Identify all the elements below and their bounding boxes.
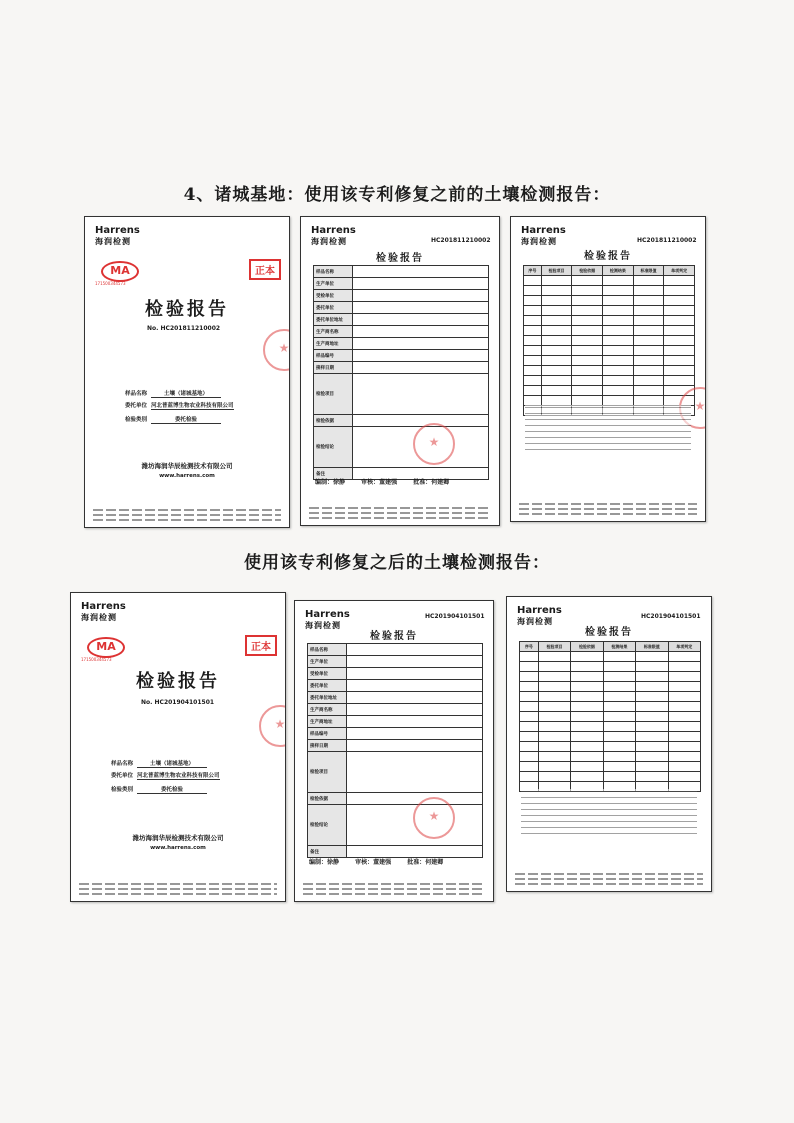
report-number: HC201904101501 bbox=[154, 699, 215, 706]
brand-logo: Harrens 海润检测 bbox=[305, 609, 350, 630]
company-name: 潍坊海润华辰检测技术有限公司 bbox=[132, 834, 224, 842]
brand-logo: Harrens 海润检测 bbox=[517, 605, 562, 626]
info-page-before bbox=[300, 216, 500, 526]
notes-block bbox=[525, 405, 691, 453]
footer bbox=[519, 503, 697, 515]
section-after-heading: 使用该专利修复之后的土壤检测报告： bbox=[244, 553, 550, 573]
report-number: HC201811210002 bbox=[431, 237, 491, 244]
results-table: 序号 检验项目 检验依据 检测结果 标准限值 单项判定 bbox=[523, 265, 695, 416]
footer bbox=[93, 509, 281, 521]
field-client: 委托单位 河北普蓝博生物农业科技有限公司 bbox=[111, 773, 220, 779]
brand-logo: Harrens 海润检测 bbox=[311, 225, 356, 246]
footer bbox=[515, 873, 703, 885]
ma-mark: MA bbox=[87, 637, 125, 658]
report-title: 检验报告 bbox=[370, 631, 418, 642]
cover-title: 检验报告 bbox=[136, 671, 220, 692]
field-sample: 样品名称 土壤（诸城基地） bbox=[111, 759, 207, 768]
field-client: 委托单位 河北普蓝博生物农业科技有限公司 bbox=[125, 403, 234, 409]
results-page-after bbox=[506, 596, 712, 892]
seal-stamp bbox=[259, 705, 286, 747]
cover-page-after bbox=[70, 592, 286, 902]
footer bbox=[79, 883, 277, 895]
signature-line: 编制：徐静 审核：董建强 批准：何建卿 bbox=[309, 859, 444, 866]
footer bbox=[303, 883, 485, 895]
footer bbox=[309, 507, 491, 519]
brand-logo: Harrens 海润检测 bbox=[95, 225, 140, 246]
results-table: 序号 检验项目 检验依据 检测结果 标准限值 单项判定 bbox=[519, 641, 701, 792]
info-page-after bbox=[294, 600, 494, 902]
website: www.harrens.com bbox=[150, 845, 206, 851]
field-sample: 样品名称 土壤（诸城基地） bbox=[125, 389, 221, 398]
signature-line: 编制：徐静 审核：董建强 批准：何建卿 bbox=[315, 479, 450, 486]
report-number: HC201811210002 bbox=[637, 237, 697, 244]
report-no-label: No. bbox=[141, 699, 153, 706]
seal-stamp bbox=[413, 423, 455, 465]
website: www.harrens.com bbox=[159, 473, 215, 479]
ma-number: 171500344573 bbox=[95, 281, 126, 286]
original-stamp: 正本 bbox=[249, 259, 281, 280]
report-title: 检验报告 bbox=[376, 253, 424, 264]
seal-stamp bbox=[263, 329, 290, 371]
notes-block bbox=[521, 789, 697, 837]
ma-mark: MA bbox=[101, 261, 139, 282]
brand-logo: Harrens 海润检测 bbox=[521, 225, 566, 246]
field-category: 检验类别 委托检验 bbox=[111, 785, 207, 794]
seal-stamp bbox=[413, 797, 455, 839]
brand-logo: Harrens 海润检测 bbox=[81, 601, 126, 622]
report-number: HC201904101501 bbox=[641, 613, 701, 620]
original-stamp: 正本 bbox=[245, 635, 277, 656]
results-page-before bbox=[510, 216, 706, 522]
report-title: 检验报告 bbox=[584, 251, 632, 262]
report-no-label: No. bbox=[147, 325, 159, 332]
report-number: HC201904101501 bbox=[425, 613, 485, 620]
cover-page-before bbox=[84, 216, 290, 528]
cover-title: 检验报告 bbox=[145, 299, 229, 320]
report-number: HC201811210002 bbox=[160, 325, 221, 332]
section-before-heading: 4、诸城基地：使用该专利修复之前的土壤检测报告： bbox=[183, 185, 611, 205]
info-table: 样品名称 生产单位 受检单位 委托单位 委托单位地址 生产商名称 生产商地址 样品编号 接样日期 检验项目 检验依据 检验结论 备注 bbox=[307, 643, 483, 858]
company-name: 潍坊海润华辰检测技术有限公司 bbox=[141, 462, 233, 470]
info-table: 样品名称 生产单位 受检单位 委托单位 委托单位地址 生产商名称 生产商地址 样品编号 接样日期 检验项目 检验依据 检验结论 备注 bbox=[313, 265, 489, 480]
ma-number: 171500344573 bbox=[81, 657, 112, 662]
report-title: 检验报告 bbox=[585, 627, 633, 638]
field-category: 检验类别 委托检验 bbox=[125, 415, 221, 424]
